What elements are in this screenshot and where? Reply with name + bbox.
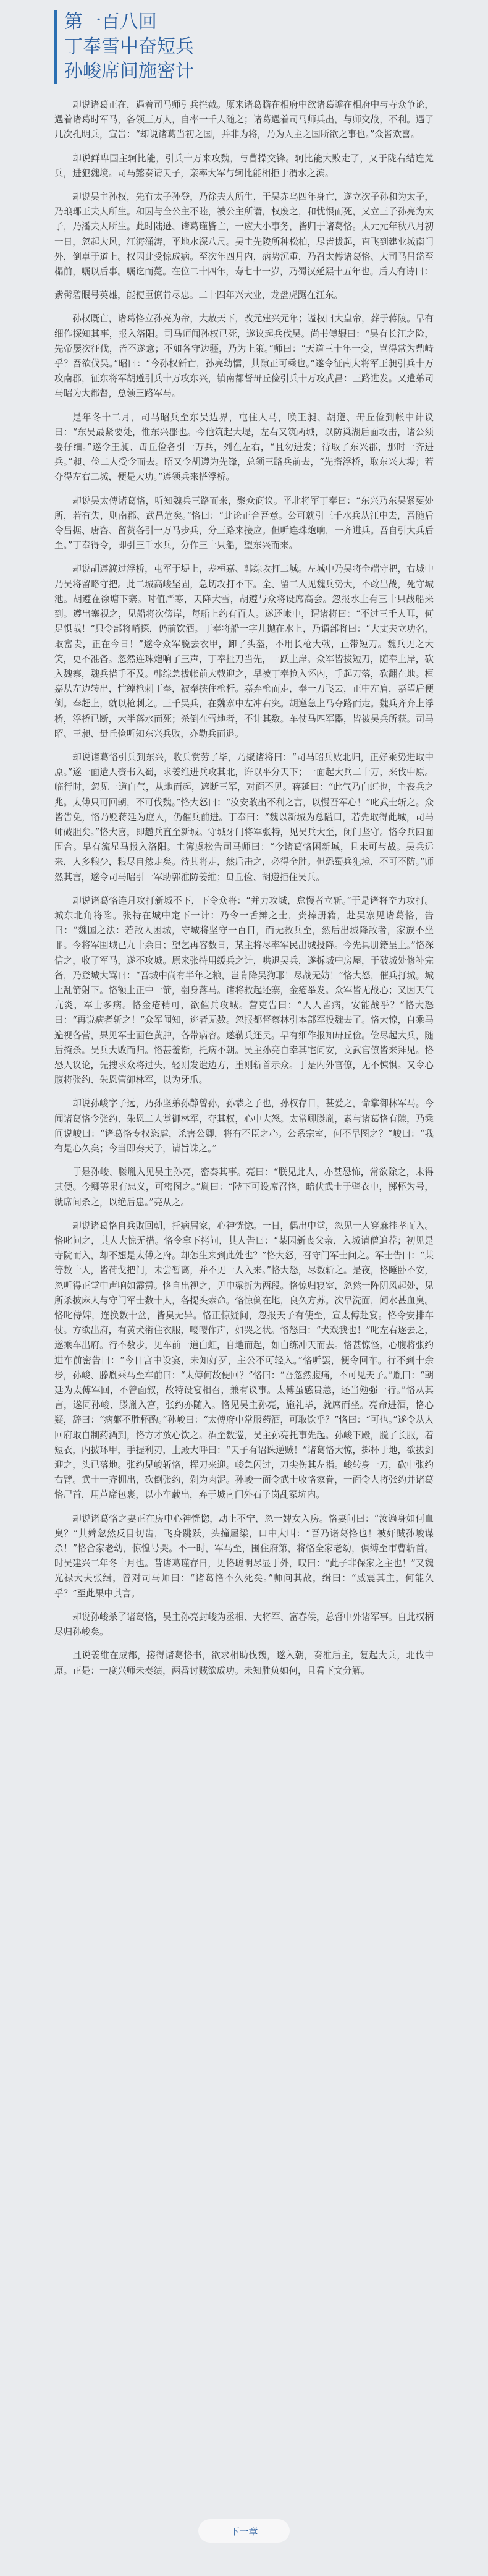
- paragraph: 孙权既亡，诸葛恪立孙亮为帝，大赦天下，改元建兴元年；谥权曰大皇帝，葬于蒋陵。早有细作探知其事，报入洛阳。司马师闻孙权已死，遂议起兵伐吴。尚书傅嘏曰：“吴有长江之险，先帝屡次征伐，皆不遂意；不如各守边疆，乃为上策。”师曰：“天道三十年一变，岂得常为鼎峙乎？吾欲伐吴。”昭曰：“今孙权新亡，孙亮幼懦，其隙正可乘也。”遂令征南大将军王昶引兵十万攻南郡，征东将军胡遵引兵十万攻东兴，镇南都督毌丘俭引兵十万攻武昌：三路进发。又遣弟司马昭为大都督，总领三路军马。: [54, 313, 434, 399]
- chapter-header: [54, 10, 444, 84]
- paragraph: 却说吴太傅诸葛恪，听知魏兵三路而来，聚众商议。平北将军丁奉曰：“东兴乃东吴紧要处所，若有失，则南郡、武昌危矣。”恪曰：“此论正合吾意。公可就引三千水兵从江中去，吾随后令吕据、唐咨、留赞各引一万马步兵，分三路来接应。但听连珠炮响，一齐进兵。吾自引大兵后至。”丁奉得令，即引三千水兵，分作三十只船，望东兴而来。: [54, 495, 434, 551]
- paragraph: 却说鲜卑国主轲比能，引兵十万来攻魏，与曹操交锋。轲比能大败走了，又于陇右结连羌兵，进犯魏境。司马懿奏请天子，亲率大军与轲比能相拒于渭水之滨。: [54, 153, 434, 179]
- poem: 紫髯碧眼号英雄，能使臣僚肯尽忠。二十四年兴大业，龙盘虎踞在江东。: [54, 290, 343, 301]
- paragraph: 是年冬十二月，司马昭兵至东吴边界，屯住人马，唤王昶、胡遵、毌丘俭到帐中计议曰：“东吴最紧要处，惟东兴郡也。今他筑起大堤，左右又筑两城，以防巢湖后面攻击，诸公须要仔细。”遂令王昶、毌丘俭各引一万兵，列在左右，“且勿进发；待取了东兴郡，那时一齐进兵。”昶、俭二人受令而去。昭又令胡遵为先锋，总领三路兵前去，“先搭浮桥，取东兴大堤；若夺得左右二城，便是大功。”遵领兵来搭浮桥。: [54, 412, 434, 483]
- chapter-number: 第一百八回: [64, 11, 157, 33]
- next-chapter-button[interactable]: 下一章: [198, 2519, 290, 2543]
- paragraph: 却说诸葛恪之妻正在房中心神恍惚，动止不宁，忽一婢女入房。恪妻问曰：“汝遍身如何血臭？”其婢忽然反目切齿，飞身跳跃，头撞屋梁，口中大叫：“吾乃诸葛恪也！被奸贼孙峻谋杀！”恪合家老幼，惊惶号哭。不一时，军马至，围住府第，将恪全家老幼，俱缚至市曹斩首。时吴建兴二年冬十月也。昔诸葛瑾存日，见恪聪明尽显于外，叹曰：“此子非保家之主也！”又魏光禄大夫张缉，曾对司马师曰：“诸葛恪不久死矣。”师问其故，缉曰：“威震其主，何能久乎？”至此果中其言。: [54, 1513, 434, 1599]
- paragraph: 却说吴主孙权，先有太子孙登，乃徐夫人所生，于吴赤乌四年身亡，遂立次子孙和为太子，乃琅琊王夫人所生。和因与全公主不睦，被公主所谮，权废之，和忧恨而死，又立三子孙亮为太子，乃潘夫人所生。此时陆逊、诸葛瑾皆亡，一应大小事务，皆归于诸葛恪。太元元年秋八月初一日，忽起大风，江海涌涛，平地水深八尺。吴主先陵所种松柏，尽皆拔起，直飞到建业城南门外，倒卓于道上。权因此受惊成病。至次年四月内，病势沉重，乃召太傅诸葛恪、大司马吕岱至榻前，嘱以后事。嘱讫而薨。在位二十四年，寿七十一岁，乃蜀汉延熙十五年也。后人有诗曰：: [54, 192, 434, 278]
- paragraph: 却说诸葛恪自兵败回朝，托病居家，心神恍惚。一日，偶出中堂，忽见一人穿麻挂孝而入。恪叱问之，其人大惊无措。恪令拿下拷问，其人告曰：“某因新丧父亲，入城请僧追荐；初见是寺院而入，却不想是太傅之府。却怎生来到此处也？”恪大怒，召守门军士问之。军士告曰：“某等数十人，皆荷戈把门，未尝暂离，并不见一人入来。”恪大怒，尽数斩之。是夜，恪睡卧不安，忽听得正堂中声响如霹雳。恪自出视之，见中梁折为两段。恪惊归寝室，忽然一阵阴风起处，见所杀披麻人与守门军士数十人，各提头索命。恪惊倒在地，良久方苏。次早洗面，闻水甚血臭。恪叱侍婢，连换数十盆，皆臭无异。恪正惊疑间，忽报天子有使至，宣太傅赴宴。恪令安排车仗。方欲出府，有黄犬衔住衣服，嘤嘤作声，如哭之状。恪怒曰：“犬戏我也！”叱左右逐去之，遂乘车出府。行不数步，见车前一道白虹，自地而起，如白练冲天而去。恪甚惊怪，心腹将张约进车前密告曰：“今日宫中设宴，未知好歹，主公不可轻入。”恪听罢，便令回车。行不到十余步，孙峻、滕胤乘马至车前曰：“太傅何故便回？”恪曰：“吾忽然腹痛，不可见天子。”胤曰：“朝廷为太傅军回，不曾面叙，故特设宴相召，兼有议事。太傅虽感贵恙，还当勉强一行。”恪从其言，遂同孙峻、滕胤入宫，张约亦随入。恪见吴主孙亮，施礼毕，就席而坐。亮命进酒，恪心疑，辞曰：“病躯不胜杯酌。”孙峻曰：“太傅府中常服药酒，可取饮乎？”恪曰：“可也。”遂令从人回府取自制药酒到，恪方才放心饮之。酒至数巡，吴主孙亮托事先起。孙峻下殿，脱了长服，着短衣，内披环甲，手提利刃，上殿大呼曰：“天子有诏诛逆贼！”诸葛恪大惊，掷杯于地，欲拔剑迎之，头已落地。张约见峻斩恪，挥刀来迎。峻急闪过，刀尖伤其左指。峻转身一刀，砍中张约右臂。武士一齐拥出，砍倒张约，剁为肉泥。孙峻一面令武士收恪家眷，一面令人将张约并诸葛恪尸首，用芦席包裹，以小车载出，弃于城南门外石子岗乱冢坑内。: [54, 1220, 434, 1501]
- paragraph: 却说诸葛恪引兵到东兴，收兵赏劳了毕，乃聚诸将曰：“司马昭兵败北归，正好乘势进取中原。”遂一面遣人赍书入蜀，求姜维进兵攻其北，许以平分天下；一面起大兵二十万，来伐中原。临行时，忽见一道白气，从地而起，遮断三军，对面不见。蒋延曰：“此气乃白虹也，主丧兵之兆。太傅只可回朝，不可伐魏。”恪大怒曰：“汝安敢出不利之言，以慢吾军心！”叱武士斩之。众皆告免，恪乃贬蒋延为庶人，仍催兵前进。丁奉曰：“魏以新城为总隘口，若先取得此城，司马师破胆矣。”恪大喜，即趱兵直至新城。守城牙门将军张特，见吴兵大至，闭门坚守。恪令兵四面围合。早有流星马报入洛阳。主簿虞松告司马师曰：“今诸葛恪困新城，且未可与战。吴兵远来，人多粮少，粮尽自然走矣。待其将走，然后击之，必得全胜。但恐蜀兵犯境，不可不防。”师然其言，遂令司马昭引一军助郭淮防姜维；毌丘俭、胡遵拒住吴兵。: [54, 752, 434, 883]
- chapter-body: [54, 98, 434, 1687]
- paragraph: 却说胡遵渡过浮桥，屯军于堤上，差桓嘉、韩综攻打二城。左城中乃吴将全端守把，右城中乃吴将留略守把。此二城高峻坚固，急切攻打不下。全、留二人见魏兵势大，不敢出战，死守城池。胡遵在徐塘下寨。时值严寒，天降大雪，胡遵与众将设席高会。忽报水上有三十只战船来到。遵出寨视之，见船将次傍岸，每船上约有百人。遂还帐中，谓诸将曰：“不过三千人耳，何足惧哉！”只令部将哨探，仍前饮酒。丁奉将船一字儿抛在水上，乃谓部将曰：“大丈夫立功名，取富贵，正在今日！”遂令众军脱去衣甲，卸了头盔，不用长枪大戟，止带短刀。魏兵见之大笑，更不准备。忽然连珠炮响了三声，丁奉扯刀当先，一跃上岸。众军皆拔短刀，随奉上岸，砍入魏寨，魏兵措手不及。韩综急拔帐前大戟迎之，早被丁奉抢入怀内，手起刀落，砍翻在地。桓嘉从左边转出，忙绰枪刺丁奉，被奉挟住枪杆。嘉弃枪而走，奉一刀飞去，正中左肩，嘉望后便倒。奉赶上，就以枪刺之。三千吴兵，在魏寨中左冲右突。胡遵急上马夺路而走。魏兵齐奔上浮桥，浮桥已断，大半落水而死；杀倒在雪地者，不计其数。车仗马匹军器，皆被吴兵所获。司马昭、王昶、毌丘俭听知东兴兵败，亦勒兵而退。: [54, 564, 434, 739]
- paragraph: 却说诸葛恪连月攻打新城不下，下令众将：“并力攻城，怠慢者立斩。”于是诸将奋力攻打。城东北角将陷。张特在城中定下一计：乃令一舌辩之士，赍捧册籍，赴吴寨见诸葛恪，告曰：“魏国之法：若敌人困城，守城将坚守一百日，而无救兵至，然后出城降敌者，家族不坐罪。今将军围城已九十余日；望乞再容数日，某主将尽率军民出城投降。今先具册籍呈上。”恪深信之，收了军马，遂不攻城。原来张特用缓兵之计，哄退吴兵，遂拆城中房屋，于破城处修补完备，乃登城大骂曰：“吾城中尚有半年之粮，岂肯降吴狗耶！尽战无妨！”恪大怒，催兵打城。城上乱箭射下。恪额上正中一箭，翻身落马。诸将救起还寨，金疮举发。众军皆无战心；又因天气亢炎，军士多病。恪金疮稍可，欲催兵攻城。营吏告曰：“人人皆病，安能战乎？”恪大怒曰：“再说病者斩之！”众军闻知，逃者无数。忽报都督蔡林引本部军投魏去了。恪大惊，自乘马遍视各营，果见军士面色黄肿，各带病容。遂勒兵还吴。早有细作报知毌丘俭。俭尽起大兵，随后掩杀。吴兵大败而归。恪甚羞惭，托病不朝。吴主孙亮自幸其宅问安，文武官僚皆来拜见。恪恐人议论，先搜求众将过失，轻则发遣边方，重则斩首示众。于是内外官僚，无不悚惧。又令心腹将张约、朱恩管御林军，以为牙爪。: [54, 895, 434, 1086]
- paragraph: 却说孙峻杀了诸葛恪，吴主孙亮封峻为丞相、大将军、富春侯，总督中外诸军事。自此权柄尽归孙峻矣。: [54, 1611, 434, 1638]
- paragraph: 且说姜维在成都，接得诸葛恪书，欲求相助伐魏，遂入朝，奏准后主，复起大兵，北伐中原。正是：一度兴师未奏绩，两番讨贼欲成功。未知胜负如何，且看下文分解。: [54, 1650, 434, 1676]
- paragraph: 于是孙峻、滕胤入见吴主孙亮，密奏其事。亮曰：“朕见此人，亦甚恐怖，常欲除之，未得其便。今卿等果有忠义，可密图之。”胤曰：“陛下可设席召恪，暗伏武士于壁衣中，掷杯为号，就席间杀之，以绝后患。”亮从之。: [54, 1167, 434, 1208]
- paragraph: 却说诸葛正在，遇着司马师引兵拦截。原来诸葛瞻在相府中欲诸葛瞻在相府中与寺众争论，遇着诸葛时军马，各领三万人，自率一千人随之；诸葛遇着司马师兵出，与师交战，不利。遇了几次孔明兵，宣告：“却说诸葛当初之国，并非为将，乃为人主之国所欲之事也。”众皆欢喜。: [54, 100, 434, 140]
- chapter-title-second-line: 孙峻席间施密计: [64, 61, 194, 82]
- chapter-title-first-line: 丁奉雪中奋短兵: [64, 36, 194, 57]
- paragraph: 却说孙峻字子远，乃孙坚弟孙静曾孙，孙恭之子也，孙权存日，甚爱之，命掌御林军马。今闻诸葛恪令张约、朱恩二人掌御林军，夺其权，心中大怒。太常卿滕胤，素与诸葛恪有隙，乃乘间说峻曰：“诸葛恪专权恣虐，杀害公卿，将有不臣之心。公系宗室，何不早图之？”峻曰：“我有是心久矣；今当即奏天子，请旨诛之。”: [54, 1098, 434, 1154]
